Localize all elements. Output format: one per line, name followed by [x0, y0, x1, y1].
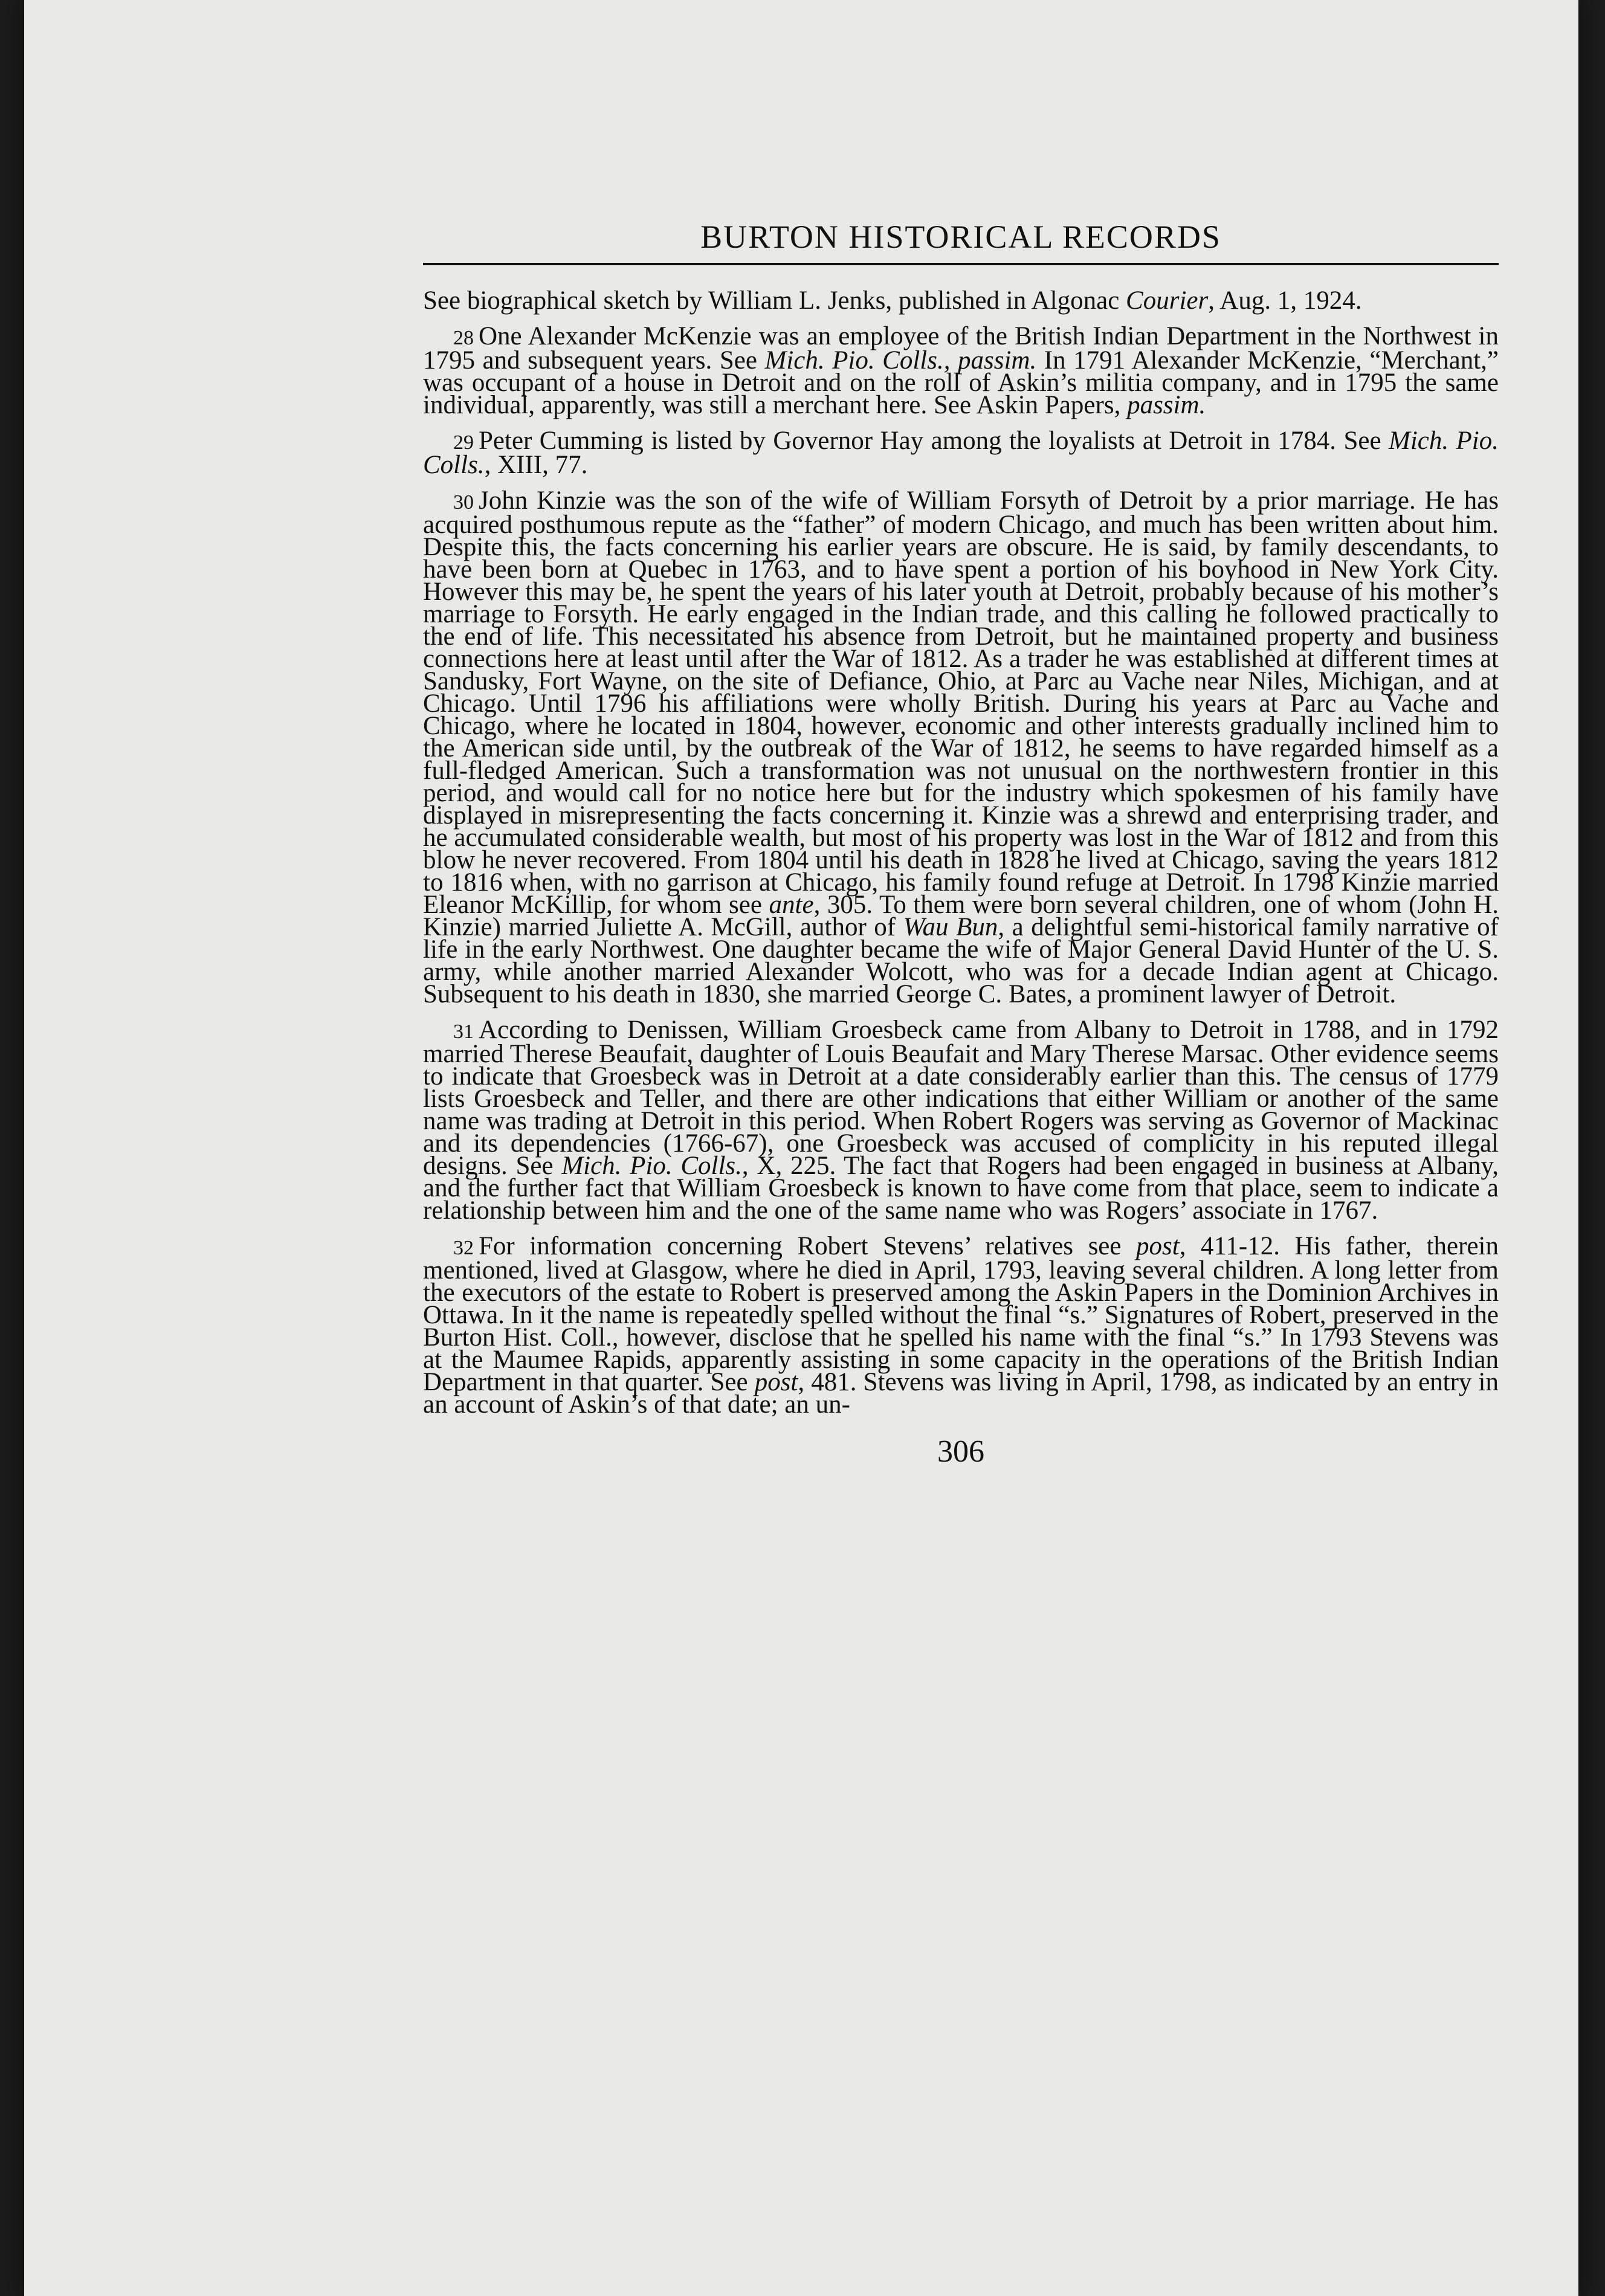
note-text: , 411-12. His father, therein mentioned, lived at Glasgow, where he died in April, 1793, leaving several children. A long letter from the executors of the estate to Robert is preserved among the Askin Papers in the Dominion Archives in Ottawa. In it the name is repeatedly spelled without the final “s.” Signatures of Robert, preserved in the Burton Hist. Coll., however, disclose that he spelled his name with the final “s.” In 1793 Stevens was at the Maumee Rapids, apparently assisting in some capacity in the operations of the British Indian Department in that quarter. See	[423, 1231, 1499, 1396]
footnote-number: 31	[453, 1020, 474, 1043]
note-text: , 305. To them were born several children, one of whom (John H. Kinzie) married Juliette A. McGill, author of	[423, 890, 1499, 941]
footnote-number: 28	[453, 326, 474, 349]
note-text: , XIII, 77.	[484, 450, 588, 479]
page-content	[423, 218, 1499, 1469]
note-text: According to Denissen, William Groesbeck came from Albany to Detroit in 1788, and in 1792 married Therese Beaufait, daughter of Louis Beaufait and Mary Therese Marsac. Other evidence seems to indicate that Groesbeck was in Detroit at a date considerably earlier than this. The census of 1779 lists Groesbeck and Teller, and there are other indications that either William or another of the same name was trading at Detroit in this period. When Robert Rogers was serving as Governor of Mackinac and its dependencies (1766-67), one Groesbeck was accused of complicity in his reputed illegal designs. See	[423, 1015, 1499, 1180]
footnote-30	[423, 486, 1499, 1008]
note-text: One Alexander McKenzie was an employee of the British Indian Department in the Northwest in 1795 and subsequent years. See	[423, 321, 1499, 375]
footnote-continuation	[423, 286, 1499, 315]
note-italic: Mich. Pio. Colls.	[561, 1151, 742, 1180]
note-text: , 481. Stevens was living in April, 1798, as indicated by an entry in an account of Askin’s of that date; an un-	[423, 1367, 1499, 1419]
note-italic: Courier	[1126, 286, 1209, 315]
note-italic: passim.	[1127, 390, 1206, 419]
note-text: For information concerning Robert Stevens’ relatives see	[479, 1231, 1137, 1260]
note-italic: Wau Bun	[903, 912, 998, 941]
footnote-29	[423, 426, 1499, 479]
note-italic: ante	[769, 890, 814, 919]
note-text: , X, 225. The fact that Rogers had been engaged in business at Albany, and the further fact that William Groesbeck is known to have come from that place, seem to indicate a relationship between him and the one of the same name who was Rogers’ associate in 1767.	[423, 1151, 1499, 1225]
note-text: Peter Cumming is listed by Governor Hay among the loyalists at Detroit in 1784. See	[479, 426, 1389, 455]
note-text: John Kinzie was the son of the wife of William Forsyth of Detroit by a prior marriage. He has acquired posthumous repute as the “father” of modern Chicago, and much has been written about him. Despite this, the facts concerning his earlier years are obscure. He is said, by family descendants, to have been born at Quebec in 1763, and to have spent a portion of his boyhood in New York City. However this may be, he spent the years of his later youth at Detroit, probably because of his mother’s marriage to Forsyth. He early engaged in the Indian trade, and this calling he followed practically to the end of life. This necessitated his absence from Detroit, but he maintained property and business connections here at least until after the War of 1812. As a trader he was established at different times at Sandusky, Fort Wayne, on the site of Defiance, Ohio, at Parc au Vache near Niles, Michigan, and at Chicago. Until 1796 his affiliations were wholly British. During his years at Parc au Vache and Chicago, where he located in 1804, however, economic and other interests gradually inclined him to the American side until, by the outbreak of the War of 1812, he seems to have regarded himself as a full-fledged American. Such a transformation was not unusual on the northwestern frontier in this period, and would call for no notice here but for the industry which spokesmen of his family have displayed in misrepresenting the facts concerning it. Kinzie was a shrewd and enterprising trader, and he accumulated considerable wealth, but most of his property was lost in the War of 1812 and from this blow he never recovered. From 1804 until his death in 1828 he lived at Chicago, saving the years 1812 to 1816 when, with no garrison at Chicago, his family found refuge at Detroit. In 1798 Kinzie married Eleanor McKillip, for whom see	[423, 486, 1499, 919]
footnote-28	[423, 321, 1499, 419]
note-text: See biographical sketch by William L. Jenks, published in Algonac	[423, 286, 1126, 315]
note-italic: Mich. Pio. Colls.	[423, 426, 1499, 479]
footnote-number: 29	[453, 431, 474, 454]
note-italic: Mich. Pio. Colls., passim.	[764, 346, 1037, 375]
note-italic: post	[1136, 1231, 1180, 1260]
footnote-number: 32	[453, 1236, 474, 1259]
page-number: 306	[937, 1434, 984, 1469]
note-text: , Aug. 1, 1924.	[1208, 286, 1362, 315]
footnote-number: 30	[453, 491, 474, 514]
note-text: , a delightful semi-historical family narrative of life in the early Northwest. One daughter became the wife of Major General David Hunter of the U. S. army, while another married Alexander Wolcott, who was for a decade Indian agent at Chicago. Subsequent to his death in 1830, she married George C. Bates, a prominent lawyer of Detroit.	[423, 912, 1499, 1008]
footnote-32	[423, 1231, 1499, 1419]
running-head: BURTON HISTORICAL RECORDS	[423, 218, 1499, 265]
note-text: In 1791 Alexander McKenzie, “Merchant,” was occupant of a house in Detroit and on the roll of Askin’s militia company, and in 1795 the same individual, apparently, was still a merchant here. See Askin Papers,	[423, 346, 1499, 419]
note-italic: post	[754, 1367, 798, 1396]
footnote-31	[423, 1015, 1499, 1225]
book-page	[24, 0, 1578, 2296]
